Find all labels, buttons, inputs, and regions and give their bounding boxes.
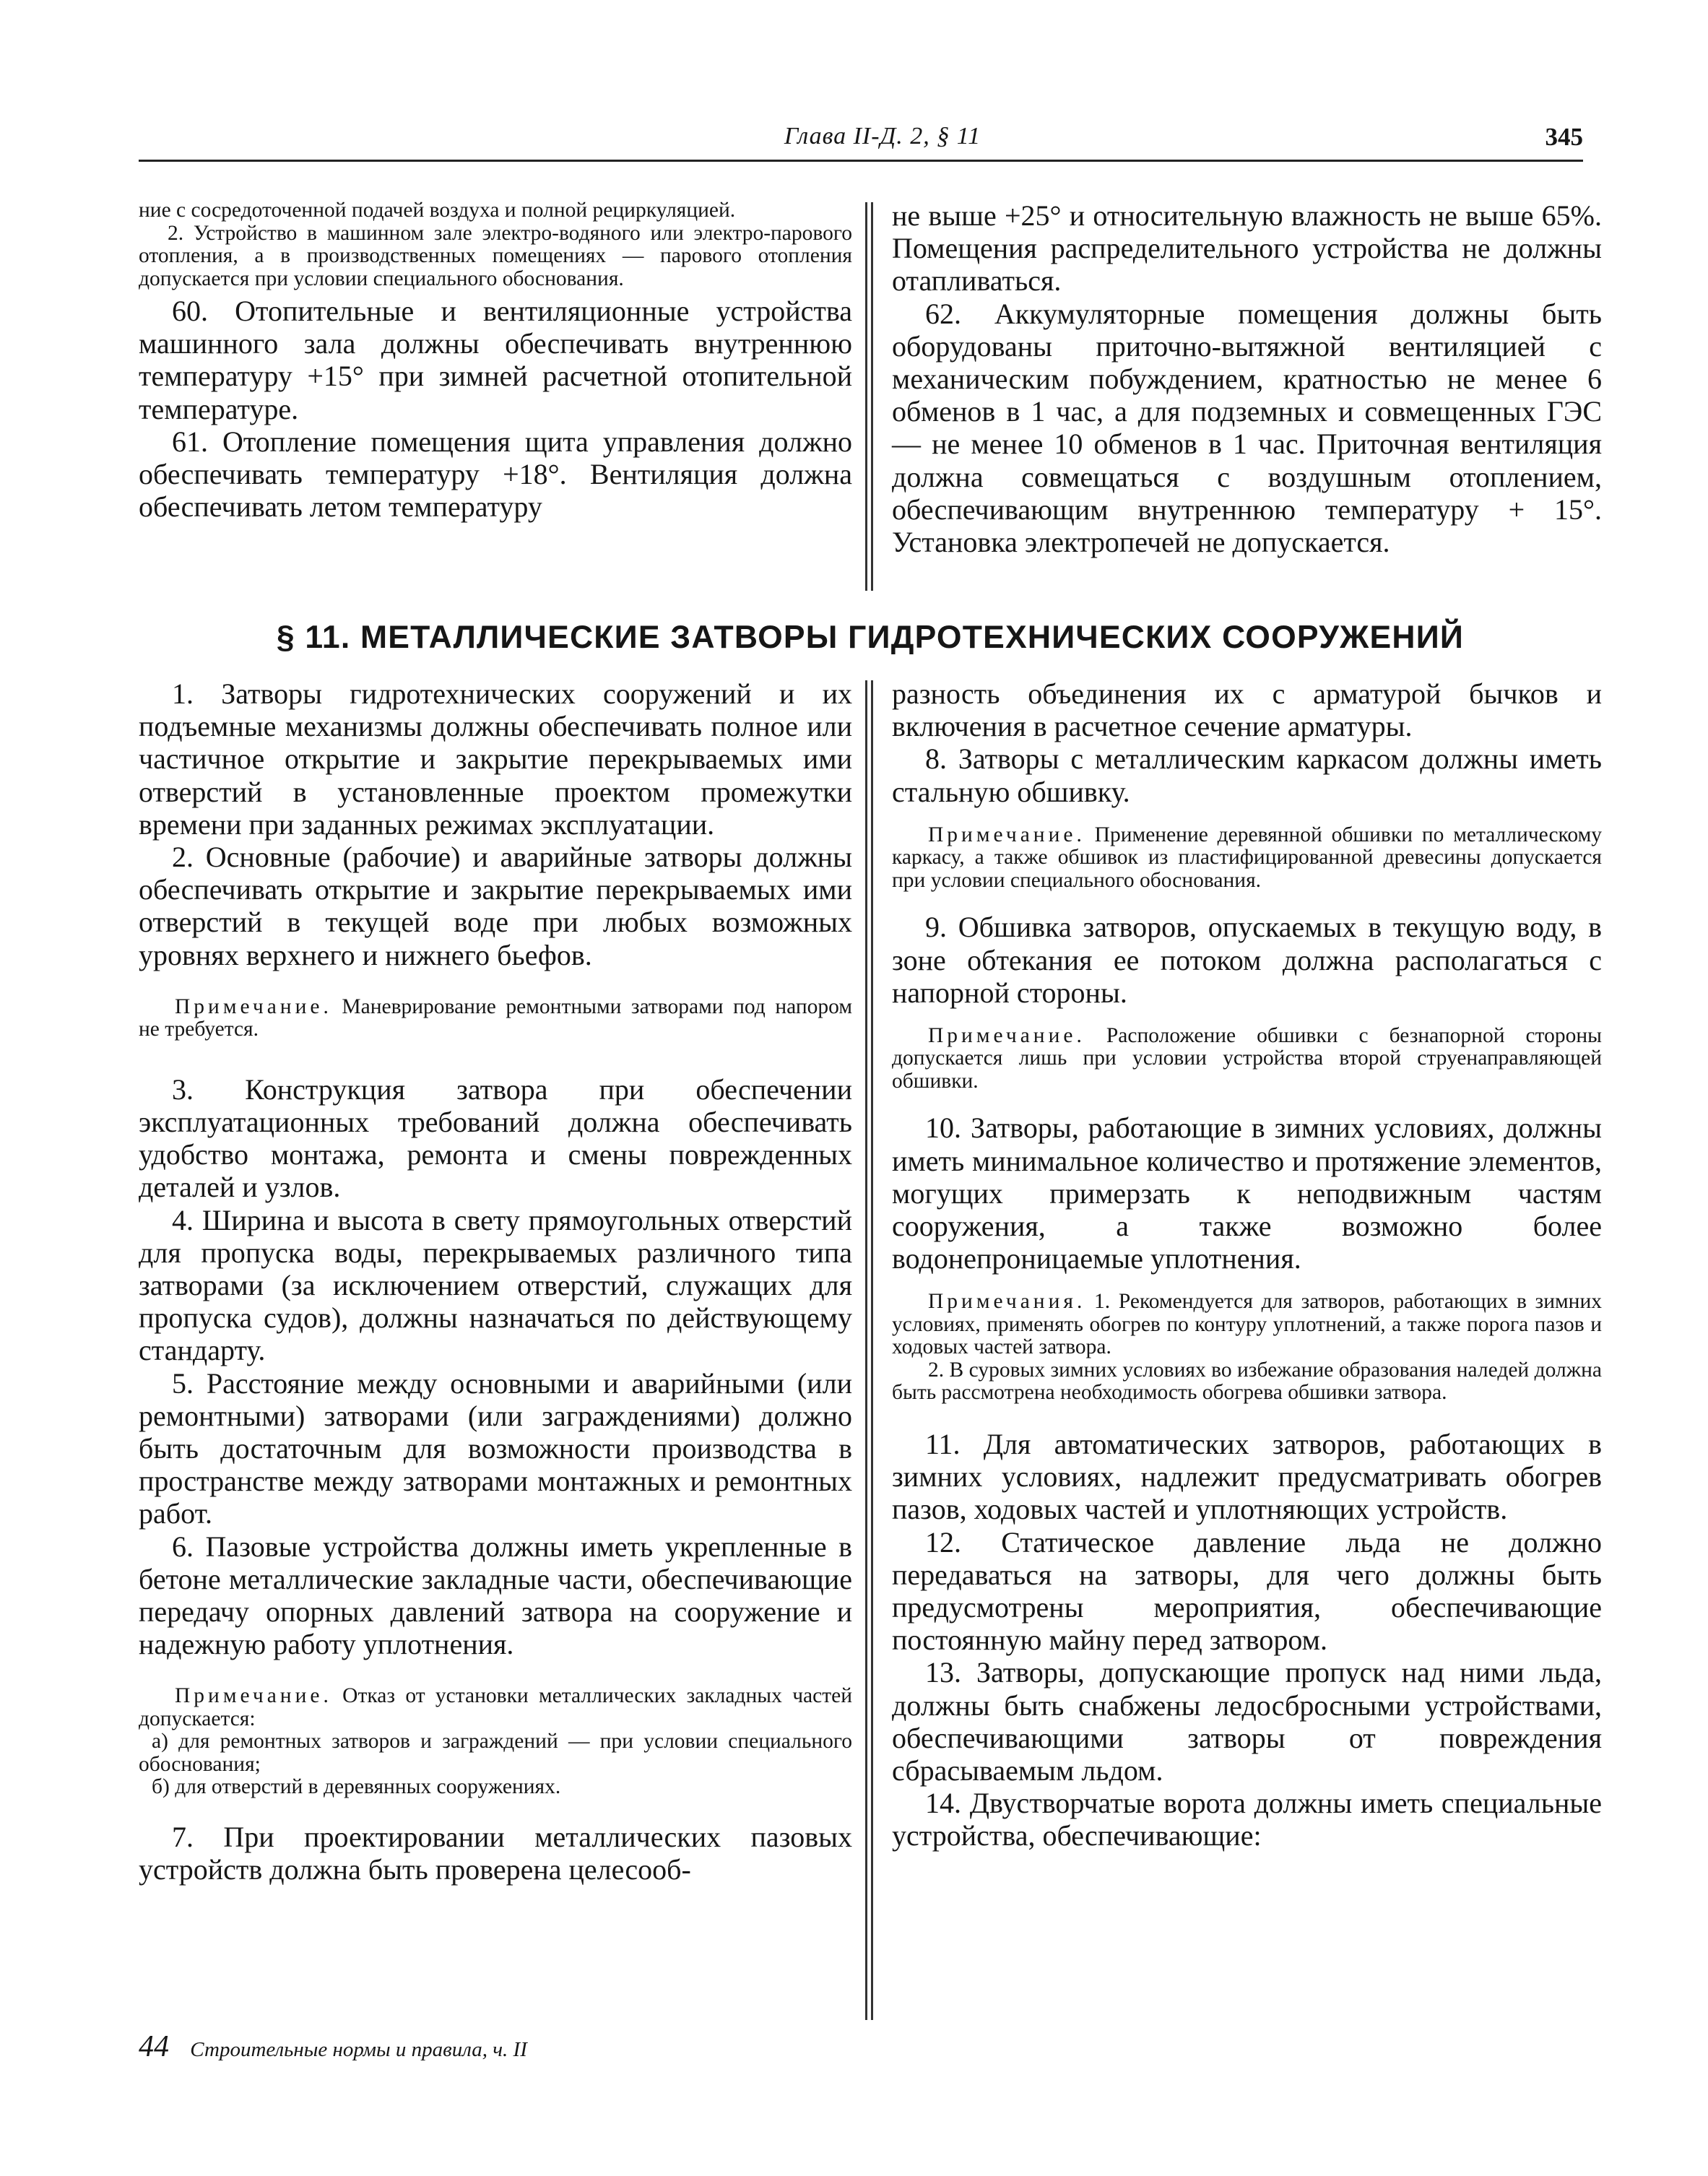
note-text: Расположение обшивки с безнапорной стороны допускается лишь при условии устройства второй струенаправляющей обшивки. — [892, 1023, 1602, 1093]
left-column-bottom — [139, 677, 852, 1886]
publication-title: Строительные нормы и правила, ч. II — [190, 2038, 527, 2061]
continued-note — [139, 199, 852, 290]
page-header — [139, 121, 1583, 162]
right-column-top — [892, 199, 1602, 558]
paragraph-61-continued: не выше +25° и относительную влажность не выше 65%. Помещения распределительного устройства не должны отапливаться. — [892, 199, 1602, 298]
note-1 — [139, 996, 852, 1041]
paragraph-4: 4. Ширина и высота в свету прямоугольных отверстий для пропуска воды, перекрываемых различного типа затворами (за исключением отверстий, служащих для пропуска судов), должны назначаться по действующему стандарту. — [139, 1203, 852, 1367]
note-text: Маневрирование ремонтными затворами под напором не требуется. — [139, 994, 852, 1041]
note-3 — [892, 824, 1602, 893]
signature-number: 44 — [139, 2030, 169, 2063]
running-head: Глава II-Д. 2, § 11 — [784, 123, 981, 149]
note-item-2: 2. В суровых зимних условиях во избежание образования наледей должна быть рассмотрена необходимость обогрева обшивки затвора. — [892, 1358, 1602, 1405]
paragraph-14: 14. Двустворчатые ворота должны иметь специальные устройства, обеспечивающие: — [892, 1787, 1602, 1852]
note-label: Примечание. — [928, 1023, 1085, 1047]
note-item-b: б) для отверстий в деревянных сооружениях. — [152, 1775, 561, 1799]
column-divider-top — [864, 202, 877, 591]
paragraph-2: 2. Основные (рабочие) и аварийные затворы должны обеспечивать открытие и закрытие перекрываемых ими отверстий в текущей воде при любых возможных уровнях верхнего и нижнего бьефов. — [139, 841, 852, 971]
note-text: 1. Рекомендуется для затворов, работающих в зимних условиях, применять обогрев по контуру уплотнений, а также порога пазов и ходовых частей затвора. — [892, 1290, 1602, 1359]
paragraph-13: 13. Затворы, допускающие пропуск над ними льда, должны быть снабжены ледосбросными устройствами, обеспечивающими затворы от повреждения сбрасываемым льдом. — [892, 1656, 1602, 1787]
header-rule — [139, 160, 1583, 162]
paragraph-11: 11. Для автоматических затворов, работающих в зимних условиях, надлежит предусматривать обогрев пазов, ходовых частей и уплотняющих устройств. — [892, 1427, 1602, 1526]
note-text: Отказ от установки металлических закладных частей допускается: — [139, 1684, 852, 1730]
paragraph-5: 5. Расстояние между основными и аварийными (или ремонтными) затворами (или заграждениями) должно быть достаточным для возможности производства в пространстве между затворами монтажных и ремонтных работ. — [139, 1366, 852, 1530]
note-text: Применение деревянной обшивки по металлическому каркасу, а также обшивок из пластифицированной древесины допускается при условии специального обоснования. — [892, 823, 1602, 892]
note-continuation: ние с сосредоточенной подачей воздуха и полной рециркуляцией. — [139, 199, 736, 222]
paragraph-62: 62. Аккумуляторные помещения должны быть оборудованы приточно-вытяжной вентиляцией с механическим побуждением, кратностью не менее 6 обменов в 1 час, а для подземных и совмещенных ГЭС — не менее 10 обменов в 1 час. Приточная вентиляция должна совмещаться с воздушным отоплением, обеспечивающим внутреннюю температуру + 15°. Установка электропечей не допускается. — [892, 297, 1602, 559]
note-label: Примечание. — [175, 1684, 332, 1708]
page-footer — [139, 2029, 527, 2064]
column-divider-bottom — [864, 680, 877, 2020]
paragraph-61: 61. Отопление помещения щита управления должно обеспечивать температуру +18°. Вентиляция должна обеспечивать летом температуру — [139, 425, 852, 524]
note-label: Примечания. — [928, 1290, 1086, 1314]
paragraph-12: 12. Статическое давление льда не должно передаваться на затворы, для чего должны быть предусмотрены мероприятия, обеспечивающие постоянную майну перед затвором. — [892, 1525, 1602, 1657]
section-title: § 11. МЕТАЛЛИЧЕСКИЕ ЗАТВОРЫ ГИДРОТЕХНИЧЕСКИХ СООРУЖЕНИЙ — [276, 620, 1465, 655]
paragraph-7: 7. При проектировании металлических пазовых устройств должна быть проверена целесооб- — [139, 1820, 852, 1886]
note-5 — [892, 1291, 1602, 1405]
page-number: 345 — [1545, 123, 1583, 151]
paragraph-6: 6. Пазовые устройства должны иметь укрепленные в бетоне металлические закладные части, обеспечивающие передачу опорных давлений затвора на сооружение и надежную работу уплотнения. — [139, 1530, 852, 1661]
note-4 — [892, 1025, 1602, 1093]
paragraph-1: 1. Затворы гидротехнических сооружений и их подъемные механизмы должны обеспечивать полное или частичное открытие и закрытие перекрываемых ими отверстий в установленные проектом промежутки времени при заданных режимах эксплуатации. — [139, 677, 852, 841]
note-item-2: 2. Устройство в машинном зале электро-водяного или электро-парового отопления, а в производственных помещениях — парового отопления допускается при условии специального обоснования. — [139, 221, 852, 290]
right-column-bottom — [892, 677, 1602, 1852]
left-column-top — [139, 199, 852, 523]
paragraph-9: 9. Обшивка затворов, опускаемых в текущую воду, в зоне обтекания ее потоком должна располагаться с напорной стороны. — [892, 911, 1602, 1009]
note-2 — [139, 1685, 852, 1799]
paragraph-10: 10. Затворы, работающие в зимних условиях, должны иметь минимальное количество и протяжение элементов, могущих примерзать к неподвижным частям сооружения, а также возможно более водонепроницаемые уплотнения. — [892, 1111, 1602, 1275]
note-label: Примечание. — [175, 994, 332, 1018]
paragraph-60: 60. Отопительные и вентиляционные устройства машинного зала должны обеспечивать внутреннюю температуру +15° при зимней расчетной отопительной температуре. — [139, 295, 852, 425]
note-item-a: а) для ремонтных затворов и заграждений — при условии специального обоснования; — [139, 1730, 852, 1776]
paragraph-3: 3. Конструкция затвора при обеспечении эксплуатационных требований должна обеспечивать удобство монтажа, ремонта и смены поврежденных деталей и узлов. — [139, 1072, 852, 1204]
paragraph-8: 8. Затворы с металлическим каркасом должны иметь стальную обшивку. — [892, 742, 1602, 808]
paragraph-7-continued: разность объединения их с арматурой бычков и включения в расчетное сечение арматуры. — [892, 677, 1602, 743]
note-label: Примечание. — [928, 823, 1085, 846]
